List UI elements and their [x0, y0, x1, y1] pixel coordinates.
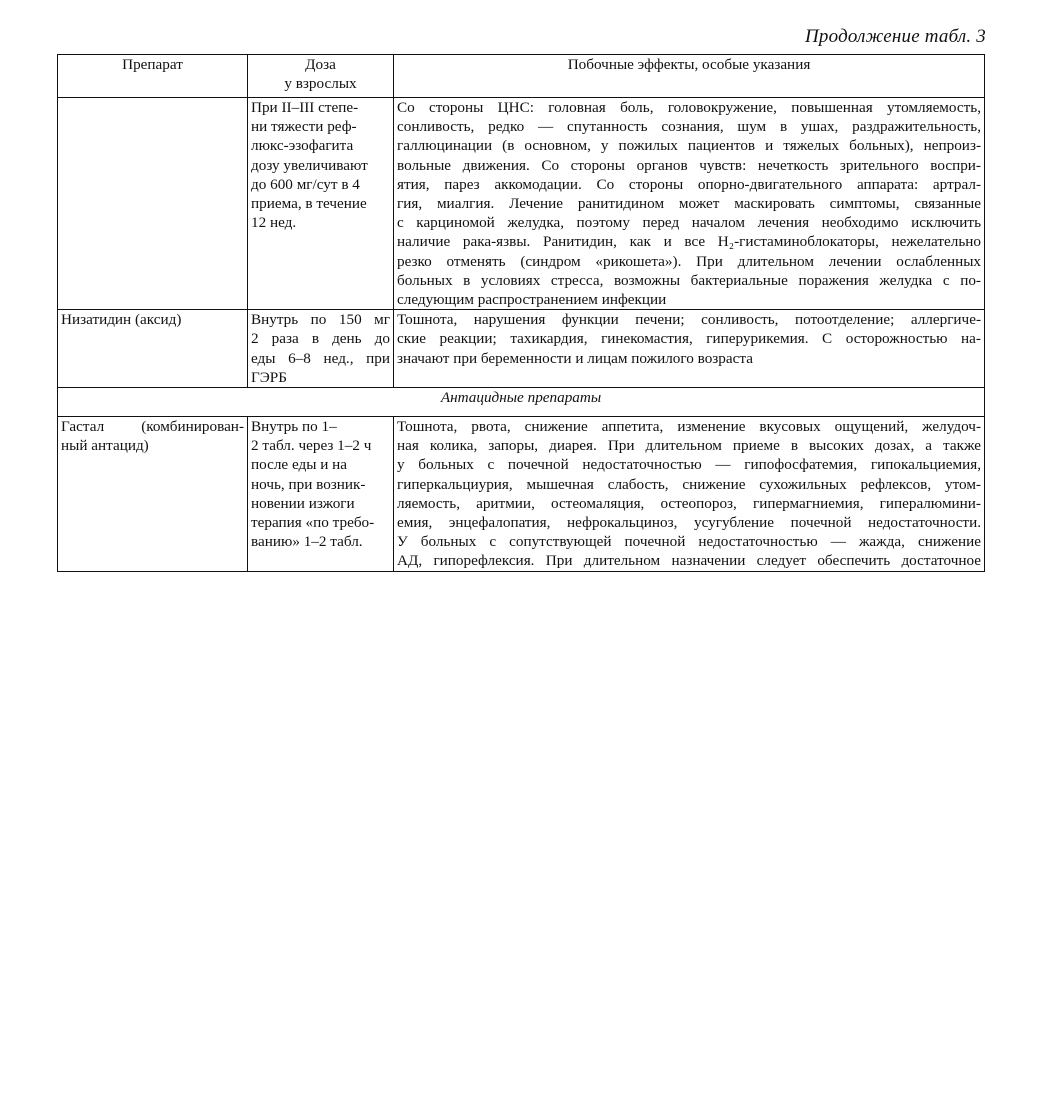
- effects-line: Тошнота, рвота, снижение аппетита, изменение вкусовых ощущений, желудоч-: [397, 418, 981, 436]
- dose-line: 12 нед.: [251, 214, 297, 232]
- table-row: [58, 417, 985, 572]
- effects-line: емия, энцефалопатия, нефрокальциноз, усугубление почечной недостаточности.: [397, 514, 981, 532]
- table-row: [58, 98, 985, 310]
- effects-line: сонливость, редко — спутанность сознания, шум в ушах, раздражительность,: [397, 118, 981, 136]
- effects-line: ские реакции; тахикардия, гинекомастия, гиперурикемия. С осторожностью на-: [397, 330, 981, 348]
- effects-line: ятия, парез аккомодации. Со стороны опорно-двигательного аппарата: артрал-: [397, 175, 981, 193]
- dose-line: после еды и на: [251, 456, 348, 474]
- effects-line: У больных с сопутствующей почечной недостаточностью — жажда, снижение: [397, 533, 981, 551]
- dose-line: ГЭРБ: [251, 368, 287, 386]
- effects-line: резко отменять (синдром «рикошета»). При длительном лечении ослабленных: [397, 252, 981, 270]
- table-row: [58, 310, 985, 388]
- dose-line: 2 раза в день до: [251, 330, 390, 348]
- dose-line: еды 6–8 нед., при: [251, 349, 390, 367]
- drug-cell: Низатидин (аксид): [58, 310, 248, 388]
- effects-line: вольные движения. Со стороны органов чувств: нечеткость зрительного воспри-: [397, 156, 981, 174]
- dose-line: ванию» 1–2 табл.: [251, 533, 363, 551]
- effects-line: ляемость, аритмии, остеомаляция, остеопороз, гипермагниемия, гиперaлюмини-: [397, 494, 981, 512]
- effects-line: больных в условиях стресса, возможны бактериальные поражения желудка с по-: [397, 271, 981, 289]
- effects-line: АД, гипорефлексия. При длительном назначении следует обеспечить достаточное: [397, 552, 981, 570]
- dose-line: люкс-эзофагита: [251, 137, 354, 155]
- section-title: Антацидные препараты: [58, 388, 985, 417]
- effects-line: ная колика, запоры, диарея. При длительном приеме в высоких дозах, а также: [397, 437, 981, 455]
- dose-line: 2 табл. через 1–2 ч: [251, 437, 372, 455]
- effects-line: Тошнота, нарушения функции печени; сонливость, потоотделение; аллергиче-: [397, 311, 981, 329]
- effects-cell: [394, 417, 985, 572]
- dose-cell: [248, 417, 394, 572]
- effects-cell: [394, 310, 985, 388]
- dose-line: приема, в течение: [251, 195, 367, 213]
- effects-line: галлюцинации (в основном, у пожилых пациентов и тяжелых больных), непроиз-: [397, 137, 981, 155]
- dose-line: новении изжоги: [251, 494, 355, 512]
- drug-line: Гастал (комбинирован-: [61, 418, 244, 436]
- drug-cell: [58, 98, 248, 310]
- dose-line: до 600 мг/сут в 4: [251, 175, 360, 193]
- dose-line: Внутрь по 1–: [251, 418, 337, 436]
- dose-line: ночь, при возник-: [251, 475, 366, 493]
- header-row: [58, 55, 985, 98]
- table-caption: Продолжение табл. 3: [805, 26, 986, 47]
- effects-line: Со стороны ЦНС: головная боль, головокружение, повышенная утомляемость,: [397, 99, 981, 116]
- effects-line: наличие рака-язвы. Ранитидин, как и все H₂-гистаминоблокаторы, нежелательно: [397, 233, 981, 251]
- dose-line: Внутрь по 150 мг: [251, 311, 390, 329]
- drug-cell: [58, 417, 248, 572]
- drug-line: ный антацид): [61, 437, 149, 455]
- header-dose-line1: Доза: [305, 56, 336, 73]
- effects-line: с карциномой желудка, поэтому перед началом лечения необходимо исключить: [397, 214, 981, 232]
- effects-line: следующим распространением инфекции: [397, 291, 667, 309]
- drug-table: [57, 54, 985, 572]
- dose-line: При II–III степе-: [251, 99, 359, 116]
- header-dose-line2: у взрослых: [284, 75, 357, 93]
- section-row: [58, 388, 985, 417]
- effects-line: гиперкальциурия, мышечная слабость, снижение сухожильных рефлексов, утом-: [397, 475, 981, 493]
- dose-cell: [248, 98, 394, 310]
- header-drug: Препарат: [58, 55, 248, 98]
- header-effects: Побочные эффекты, особые указания: [394, 55, 985, 98]
- dose-line: ни тяжести реф-: [251, 118, 357, 136]
- dose-line: терапия «по требо-: [251, 514, 375, 532]
- dose-line: дозу увеличивают: [251, 156, 368, 174]
- dose-cell: [248, 310, 394, 388]
- effects-cell: [394, 98, 985, 310]
- effects-line: у больных с почечной недостаточностью — гипофосфатемия, гипокальциемия,: [397, 456, 981, 474]
- effects-line: значают при беременности и лицам пожилого возраста: [397, 349, 753, 367]
- header-dose: [248, 55, 394, 98]
- effects-line: гия, миалгия. Лечение ранитидином может маскировать симптомы, связанные: [397, 195, 981, 213]
